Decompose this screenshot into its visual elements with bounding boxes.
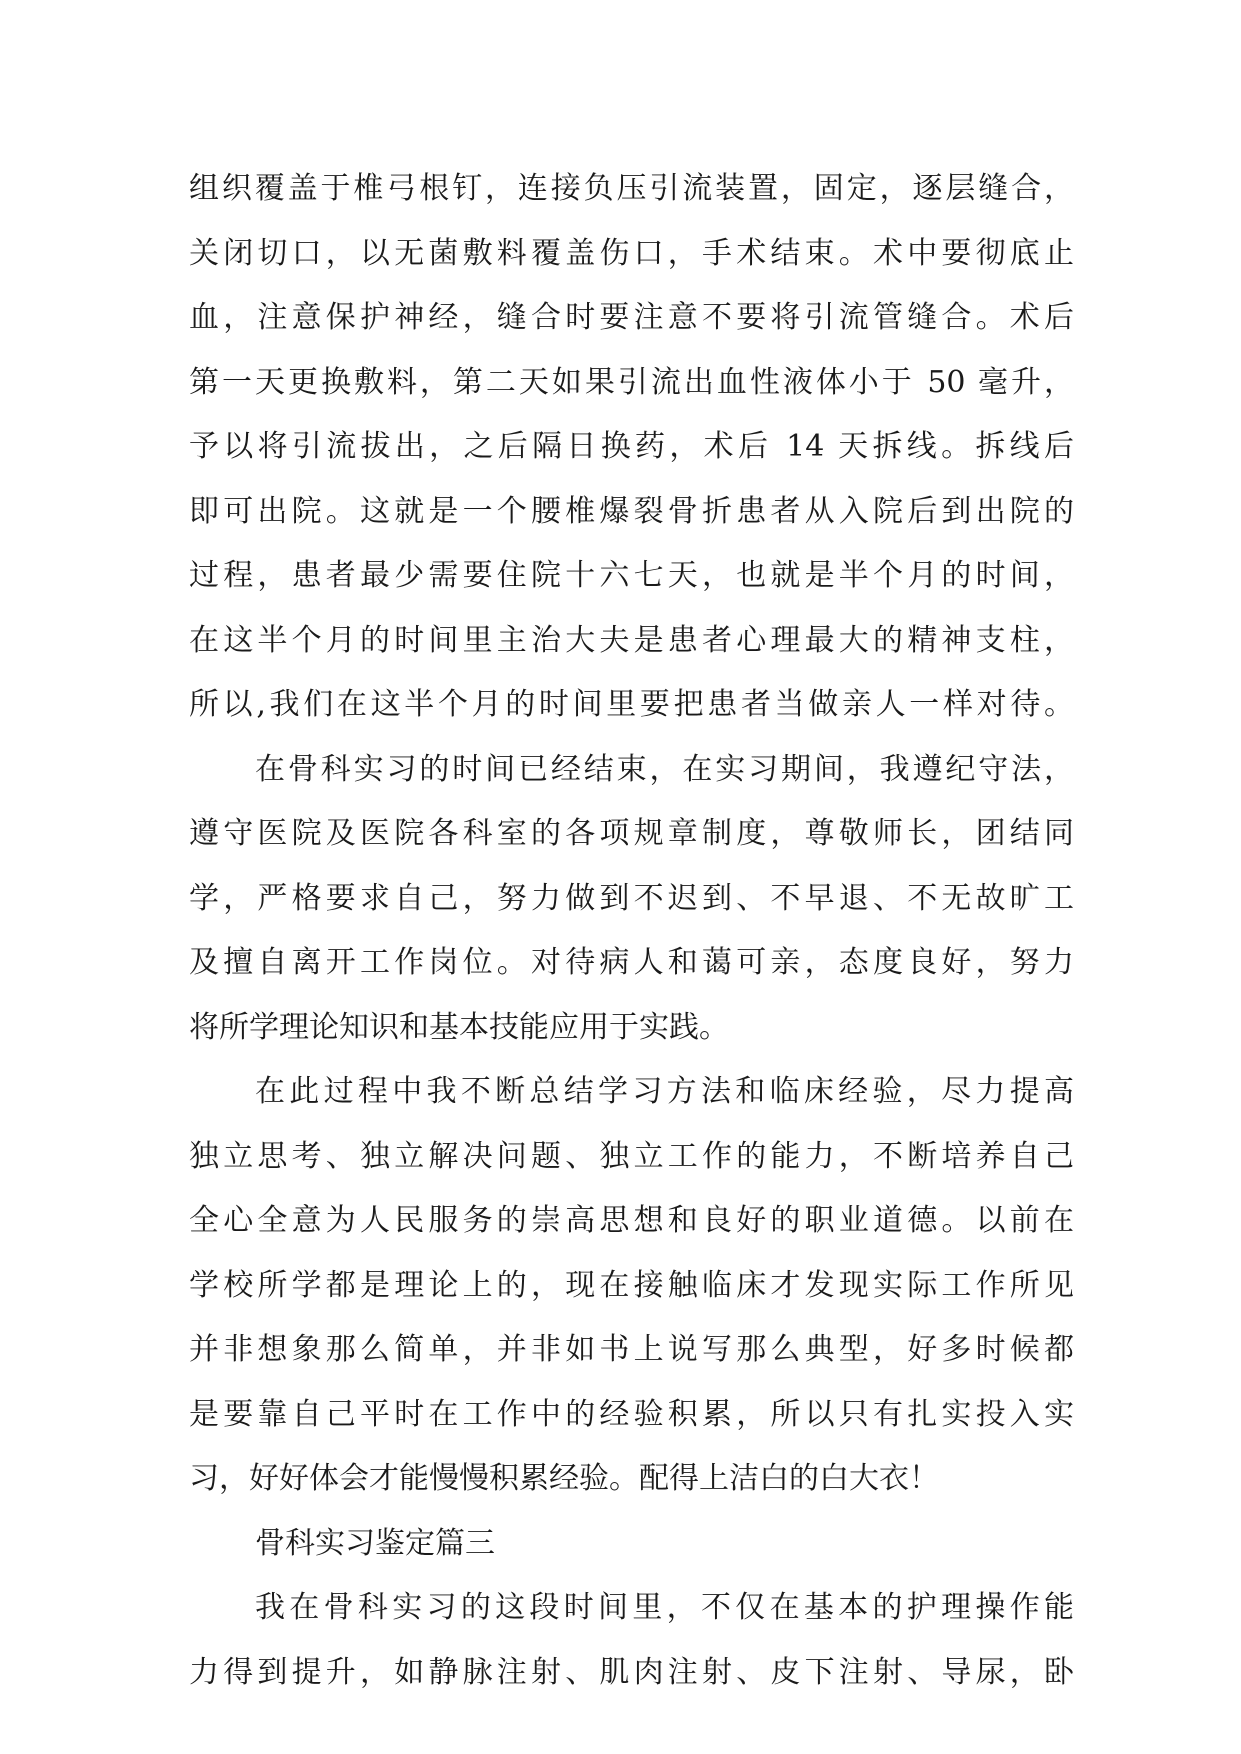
text-line: 学，严格要求自己，努力做到不迟到、不早退、不无故旷工 <box>189 880 1074 916</box>
paragraph-start-line: 在此过程中我不断总结学习方法和临床经验，尽力提高 <box>255 1074 1074 1109</box>
paragraph-start-line: 在骨科实习的时间已经结束，在实习期间，我遵纪守法， <box>255 751 1074 787</box>
body-text <box>189 157 1074 1705</box>
text-line: 及擅自离开工作岗位。对待病人和蔼可亲，态度良好，努力 <box>189 945 1074 980</box>
text-line: 全心全意为人民服务的崇高思想和良好的职业道德。以前在 <box>189 1203 1074 1238</box>
text-line: 独立思考、独立解决问题、独立工作的能力，不断培养自己 <box>189 1138 1074 1174</box>
text-line: 第一天更换敷料，第二天如果引流出血性液体小于 50 毫升， <box>189 364 1074 400</box>
paragraph-end-line: 将所学理论知识和基本技能应用于实践。 <box>189 1009 729 1045</box>
text-line: 血，注意保护神经，缝合时要注意不要将引流管缝合。术后 <box>189 300 1074 335</box>
text-line: 学校所学都是理论上的，现在接触临床才发现实际工作所见 <box>189 1267 1074 1303</box>
text-line: 予以将引流拔出，之后隔日换药，术后 14 天拆线。拆线后 <box>189 429 1074 464</box>
text-line: 组织覆盖于椎弓根钉，连接负压引流装置，固定，逐层缝合， <box>189 171 1074 206</box>
text-line: 是要靠自己平时在工作中的经验积累，所以只有扎实投入实 <box>189 1396 1074 1432</box>
text-line: 并非想象那么简单，并非如书上说写那么典型，好多时候都 <box>189 1332 1074 1367</box>
section-heading: 骨科实习鉴定篇三 <box>255 1525 495 1561</box>
text-line: 力得到提升，如静脉注射、肌肉注射、皮下注射、导尿，卧 <box>189 1654 1074 1690</box>
text-line: 过程，患者最少需要住院十六七天，也就是半个月的时间， <box>189 558 1074 593</box>
paragraph-end-line: 习，好好体会才能慢慢积累经验。配得上洁白的白大衣！ <box>189 1461 939 1496</box>
text-line: 在这半个月的时间里主治大夫是患者心理最大的精神支柱， <box>189 622 1074 658</box>
text-line: 即可出院。这就是一个腰椎爆裂骨折患者从入院后到出院的 <box>189 493 1074 529</box>
paragraph-start-line: 我在骨科实习的这段时间里，不仅在基本的护理操作能 <box>255 1590 1074 1625</box>
text-line: 关闭切口，以无菌敷料覆盖伤口，手术结束。术中要彻底止 <box>189 235 1074 271</box>
text-line: 遵守医院及医院各科室的各项规章制度，尊敬师长，团结同 <box>189 816 1074 851</box>
text-line: 所以,我们在这半个月的时间里要把患者当做亲人一样对待。 <box>189 687 1074 722</box>
